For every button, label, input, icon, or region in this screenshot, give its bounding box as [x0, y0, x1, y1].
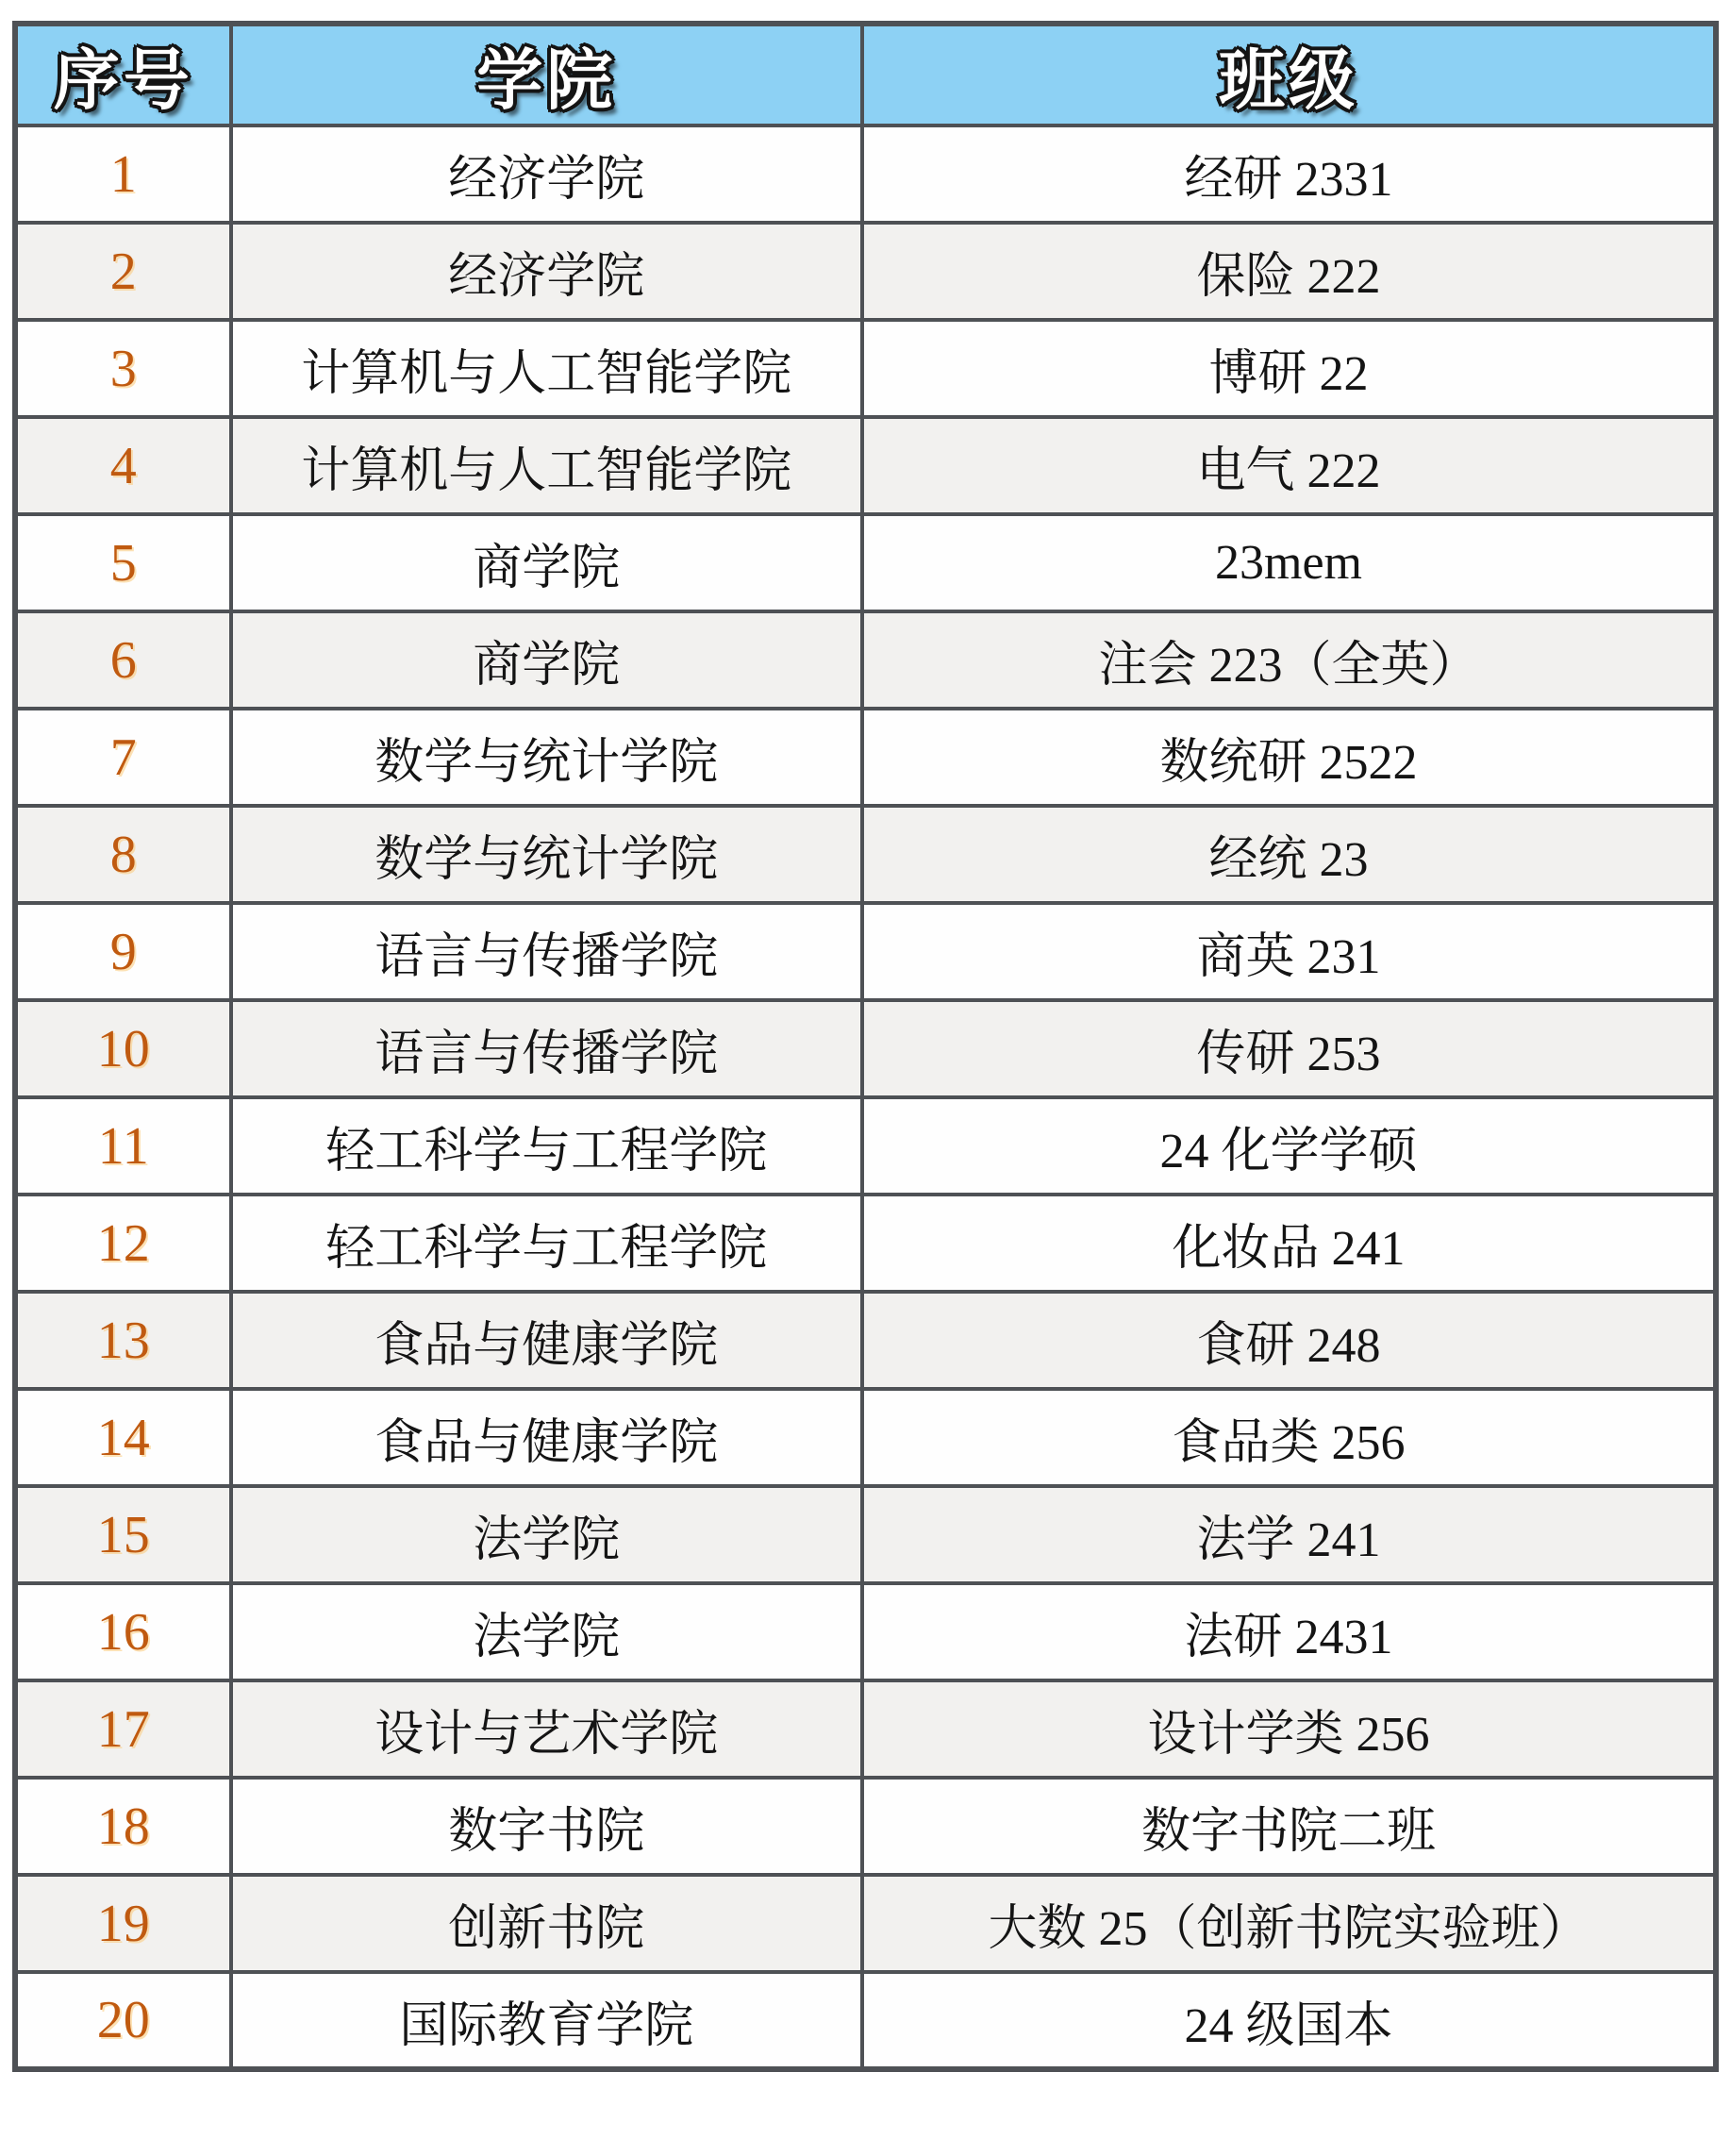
college-cell: 食品与健康学院 [231, 1389, 862, 1486]
college-cell: 商学院 [231, 514, 862, 611]
table-row [15, 1972, 1716, 2069]
table-row [15, 417, 1716, 514]
header-cell-college [231, 24, 862, 125]
college-cell: 数学与统计学院 [231, 709, 862, 806]
college-cell: 数学与统计学院 [231, 806, 862, 903]
college-cell: 计算机与人工智能学院 [231, 320, 862, 417]
class-cell: 经研 2331 [862, 125, 1716, 223]
class-cell: 法学 241 [862, 1486, 1716, 1583]
row-number: 20 [15, 1972, 231, 2069]
table-row [15, 1875, 1716, 1972]
row-number: 3 [15, 320, 231, 417]
row-number: 5 [15, 514, 231, 611]
row-number: 1 [15, 125, 231, 223]
table-row [15, 611, 1716, 709]
header-row [15, 24, 1716, 125]
class-cell: 大数 25（创新书院实验班） [862, 1875, 1716, 1972]
college-cell: 经济学院 [231, 125, 862, 223]
college-cell: 法学院 [231, 1486, 862, 1583]
college-cell: 轻工科学与工程学院 [231, 1097, 862, 1195]
table-header [15, 24, 1716, 125]
class-cell: 法研 2431 [862, 1583, 1716, 1680]
table-row [15, 125, 1716, 223]
table-row [15, 1680, 1716, 1778]
row-number: 19 [15, 1875, 231, 1972]
table-row [15, 1583, 1716, 1680]
class-cell: 23mem [862, 514, 1716, 611]
class-cell: 博研 22 [862, 320, 1716, 417]
table-row [15, 320, 1716, 417]
row-number: 4 [15, 417, 231, 514]
table-row [15, 806, 1716, 903]
table-body [15, 125, 1716, 2069]
college-cell: 国际教育学院 [231, 1972, 862, 2069]
row-number: 10 [15, 1000, 231, 1097]
header-label-number: 序号 [53, 43, 193, 117]
class-cell: 保险 222 [862, 223, 1716, 320]
row-number: 7 [15, 709, 231, 806]
class-cell: 传研 253 [862, 1000, 1716, 1097]
table-row [15, 1195, 1716, 1292]
college-cell: 语言与传播学院 [231, 1000, 862, 1097]
row-number: 13 [15, 1292, 231, 1389]
college-cell: 法学院 [231, 1583, 862, 1680]
college-cell: 创新书院 [231, 1875, 862, 1972]
class-cell: 24 化学学硕 [862, 1097, 1716, 1195]
table-row [15, 709, 1716, 806]
row-number: 16 [15, 1583, 231, 1680]
row-number: 15 [15, 1486, 231, 1583]
header-label-college: 学院 [476, 43, 617, 117]
row-number: 11 [15, 1097, 231, 1195]
college-cell: 商学院 [231, 611, 862, 709]
college-class-table [12, 21, 1719, 2072]
class-cell: 数统研 2522 [862, 709, 1716, 806]
table-row [15, 1778, 1716, 1875]
row-number: 12 [15, 1195, 231, 1292]
class-cell: 设计学类 256 [862, 1680, 1716, 1778]
college-cell: 经济学院 [231, 223, 862, 320]
header-cell-class [862, 24, 1716, 125]
college-cell: 轻工科学与工程学院 [231, 1195, 862, 1292]
class-cell: 24 级国本 [862, 1972, 1716, 2069]
college-cell: 计算机与人工智能学院 [231, 417, 862, 514]
college-cell: 数字书院 [231, 1778, 862, 1875]
class-cell: 经统 23 [862, 806, 1716, 903]
header-cell-number [15, 24, 231, 125]
class-cell: 食研 248 [862, 1292, 1716, 1389]
table-row [15, 514, 1716, 611]
class-cell: 食品类 256 [862, 1389, 1716, 1486]
row-number: 17 [15, 1680, 231, 1778]
row-number: 8 [15, 806, 231, 903]
table-row [15, 1486, 1716, 1583]
table-row [15, 1292, 1716, 1389]
table-row [15, 903, 1716, 1000]
class-cell: 电气 222 [862, 417, 1716, 514]
college-cell: 语言与传播学院 [231, 903, 862, 1000]
row-number: 6 [15, 611, 231, 709]
row-number: 18 [15, 1778, 231, 1875]
table-row [15, 1097, 1716, 1195]
row-number: 9 [15, 903, 231, 1000]
table-row [15, 1000, 1716, 1097]
college-cell: 设计与艺术学院 [231, 1680, 862, 1778]
class-cell: 注会 223（全英） [862, 611, 1716, 709]
class-cell: 数字书院二班 [862, 1778, 1716, 1875]
college-cell: 食品与健康学院 [231, 1292, 862, 1389]
table-row [15, 223, 1716, 320]
row-number: 14 [15, 1389, 231, 1486]
class-cell: 化妆品 241 [862, 1195, 1716, 1292]
class-cell: 商英 231 [862, 903, 1716, 1000]
table-row [15, 1389, 1716, 1486]
header-label-class: 班级 [1218, 43, 1358, 117]
row-number: 2 [15, 223, 231, 320]
